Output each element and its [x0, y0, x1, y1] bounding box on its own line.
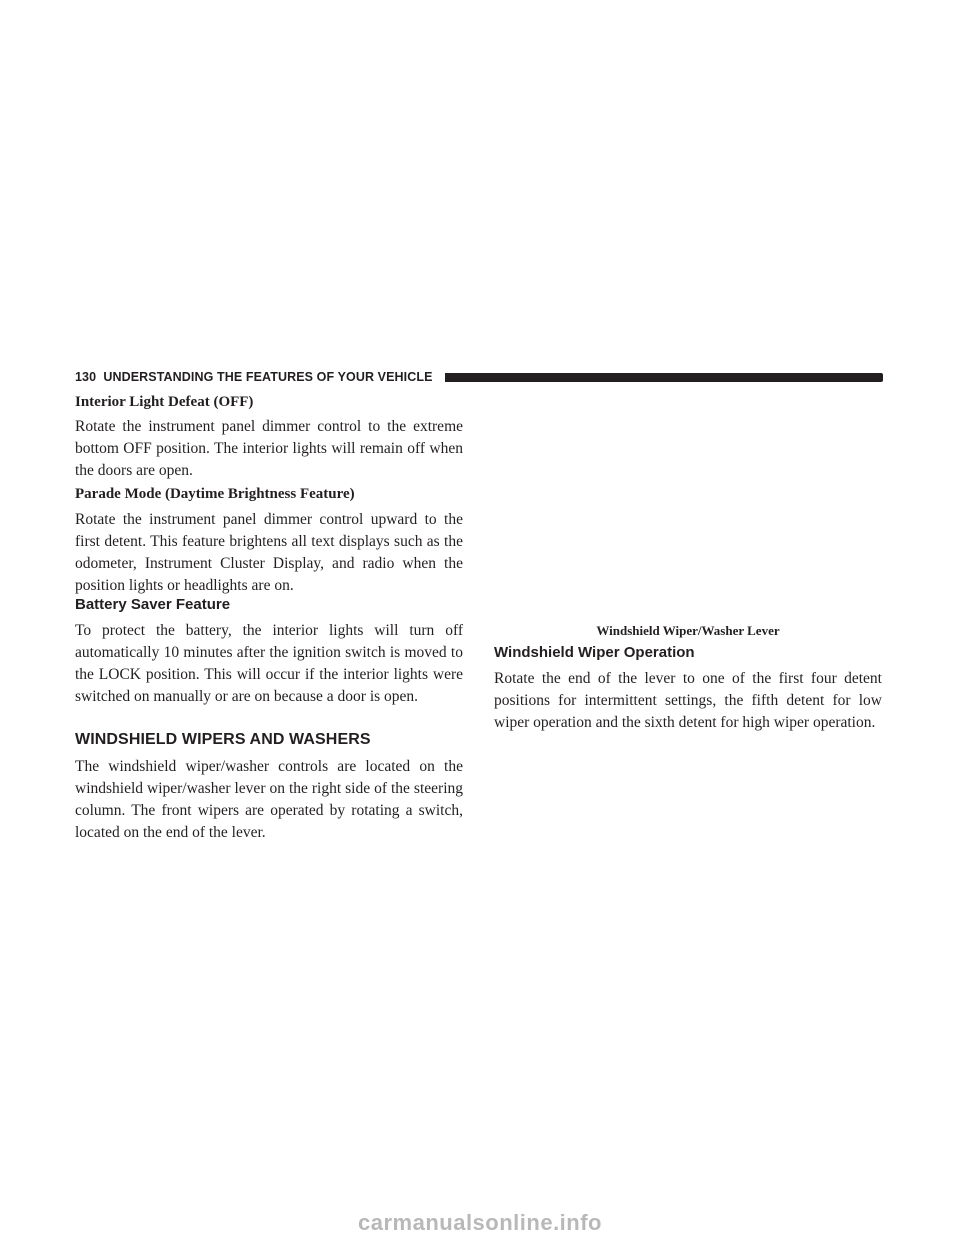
page-header [75, 369, 883, 385]
parade-mode-text: Rotate the instrument panel dimmer control upward to the first detent. This feature brightens all text displays such as the odometer, Instrument Cluster Display, and radio when the position lights or headlights are on. [75, 511, 463, 594]
page-number: 130 [75, 370, 97, 384]
battery-saver-text: To protect the battery, the interior lights will turn off automatically 10 minutes after the ignition switch is moved to the LOCK position. This will occur if the interior lights were switched on manually or are on because a door is open. [75, 622, 463, 705]
figure-placeholder [494, 392, 882, 618]
section-title: UNDERSTANDING THE FEATURES OF YOUR VEHICLE [103, 370, 433, 384]
interior-light-defeat-text: Rotate the instrument panel dimmer control to the extreme bottom OFF position. The interior lights will remain off when the doors are open. [75, 418, 463, 479]
figure-caption: Windshield Wiper/Washer Lever [596, 623, 780, 638]
wiper-operation-heading: Windshield Wiper Operation [494, 644, 695, 661]
parade-mode-heading: Parade Mode (Daytime Brightness Feature) [75, 486, 355, 502]
header-rule [445, 373, 883, 382]
windshield-wipers-heading: WINDSHIELD WIPERS AND WASHERS [75, 731, 371, 748]
windshield-wipers-text: The windshield wiper/washer controls are located on the windshield wiper/washer lever on the right side of the steering column. The front wipers are operated by rotating a switch, located on the end of the lever. [75, 758, 463, 841]
battery-saver-heading: Battery Saver Feature [75, 596, 231, 613]
wiper-operation-text: Rotate the end of the lever to one of the first four detent positions for intermittent settings, the fifth detent for low wiper operation and the sixth detent for high wiper operation. [494, 670, 882, 731]
interior-light-defeat-heading: Interior Light Defeat (OFF) [75, 394, 254, 410]
watermark: carmanualsonline.info [358, 1210, 602, 1235]
page-header-text [75, 369, 433, 385]
